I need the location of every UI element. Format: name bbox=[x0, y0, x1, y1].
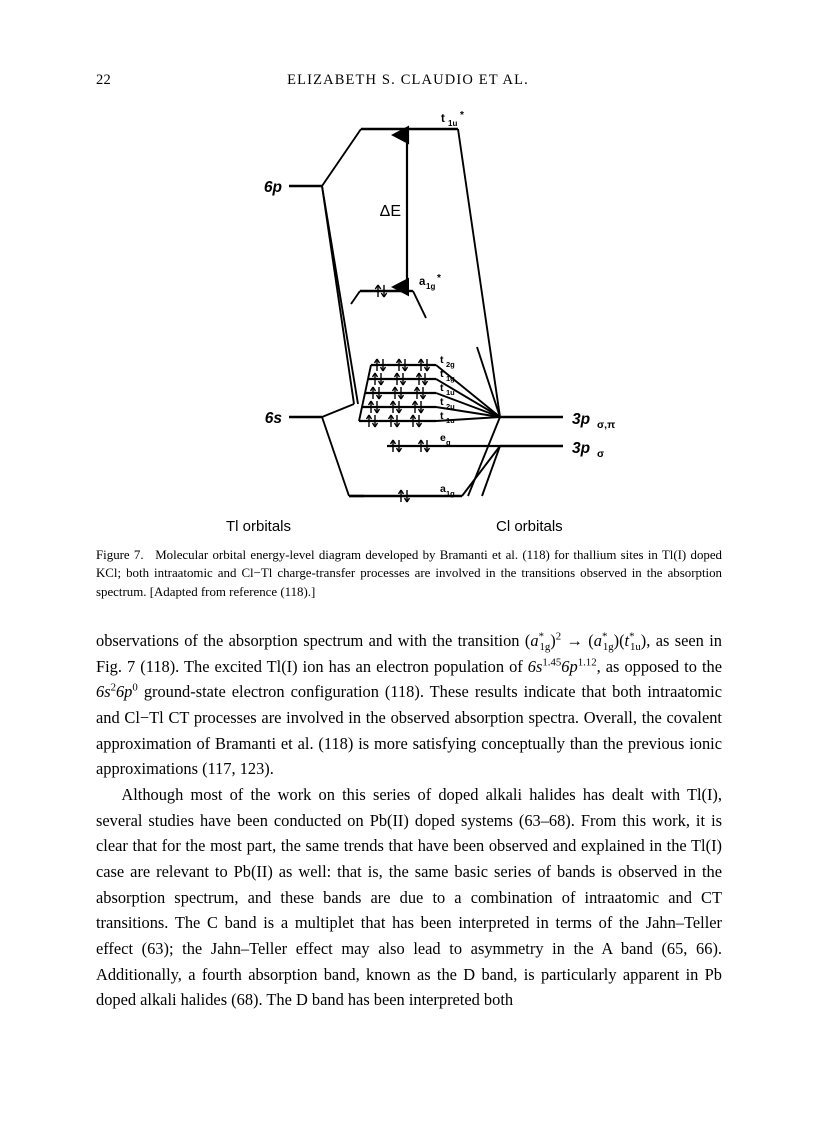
svg-text:t: t bbox=[440, 382, 444, 394]
svg-text:2g: 2g bbox=[446, 360, 455, 369]
p1-formula-2: $(a^*_{1g})(t^*_{1u})$ bbox=[588, 630, 647, 654]
label-t1u-lower bbox=[440, 410, 455, 425]
svg-text:*: * bbox=[460, 110, 464, 121]
corr-6s-up bbox=[322, 404, 354, 417]
label-t1g bbox=[440, 368, 455, 383]
svg-text:1g: 1g bbox=[426, 282, 436, 291]
label-6s: 6s bbox=[264, 410, 282, 427]
p1-f1-var: a bbox=[530, 631, 539, 650]
paragraph-1 bbox=[96, 628, 722, 782]
p1-f2-star2: * bbox=[629, 630, 635, 643]
label-t1u-star bbox=[441, 110, 464, 128]
figure-caption bbox=[96, 546, 722, 601]
corr-6p-down-b bbox=[322, 186, 354, 404]
svg-text:σ,π: σ,π bbox=[597, 419, 616, 431]
p1-f2-sub2: 1u bbox=[629, 641, 641, 654]
svg-text:3p: 3p bbox=[572, 411, 591, 428]
corr-6p-t1u bbox=[322, 129, 361, 186]
p1-formula-1: $(a^*_{1g})^2$ bbox=[524, 630, 562, 654]
corr-t1u-3p bbox=[458, 129, 500, 417]
p1-part3: , as opposed to the bbox=[596, 656, 722, 676]
label-3p-sigma-pi bbox=[572, 411, 615, 431]
figure-7-energy-level-diagram bbox=[96, 104, 720, 544]
corr-a1g-to-3psigma bbox=[462, 446, 500, 496]
svg-text:1g: 1g bbox=[446, 374, 455, 383]
svg-text:a: a bbox=[419, 276, 426, 288]
p1-part1: observations of the absorption spectrum and with the transition bbox=[96, 631, 525, 650]
svg-text:t: t bbox=[440, 354, 444, 366]
label-6p: 6p bbox=[263, 179, 282, 196]
p1-arrow: → bbox=[561, 631, 589, 650]
svg-text:a: a bbox=[440, 483, 446, 495]
p1-f2-star: * bbox=[601, 630, 608, 643]
running-title: ELIZABETH S. CLAUDIO ET AL. bbox=[287, 72, 529, 88]
p1-f1-star: * bbox=[538, 630, 544, 643]
svg-text:t: t bbox=[441, 113, 445, 125]
svg-text:g: g bbox=[446, 438, 451, 447]
figure-caption-lead: Figure 7. bbox=[96, 548, 144, 562]
svg-text:*: * bbox=[437, 273, 441, 284]
mo-diagram-svg bbox=[96, 104, 720, 544]
corr-3psigmapi-down bbox=[468, 417, 500, 496]
svg-text:t: t bbox=[440, 410, 444, 422]
p1-f1-exp: 2 bbox=[555, 630, 562, 643]
running-head bbox=[96, 72, 720, 90]
svg-text:1u: 1u bbox=[448, 119, 458, 128]
label-delta-e: ΔE bbox=[379, 203, 401, 220]
p1-part4: ground-state electron configuration (118). These results indicate that both intraatomic and Cl−Tl CT processes are involved in the observed absorption spectra. Overall, the covalent approximation of Bramanti et al. (118) is more satisfying conceptually than the previous ionic approximations (117, 123). bbox=[96, 682, 722, 779]
corr-6s-down bbox=[322, 417, 349, 496]
diagram-labels bbox=[264, 110, 615, 498]
label-a1g-star bbox=[419, 273, 441, 291]
p1-config-1: $6s^{1.45}6p^{1.12}$ bbox=[527, 656, 597, 676]
tl-orbitals-label: Tl orbitals bbox=[226, 518, 292, 535]
figure-caption-text: Molecular orbital energy-level diagram developed by Bramanti et al. (118) for thallium sites in Tl(I) doped KCl; both intraatomic and Cl−Tl charge-transfer processes are involved in the transitions observed in the absorption spectrum. [Adapted from reference (118).] bbox=[96, 548, 723, 599]
svg-text:1u: 1u bbox=[446, 416, 455, 425]
p1-part2: , as seen in Fig. 7 (118). The excited Tl(I) ion has an electron population of bbox=[96, 631, 722, 676]
p1-f2-var: a bbox=[593, 631, 602, 650]
page-number: 22 bbox=[96, 72, 111, 88]
p1-config-2: $6s^26p^0$ bbox=[96, 681, 138, 702]
svg-text:t: t bbox=[440, 368, 444, 380]
cl-orbitals-label: Cl orbitals bbox=[496, 518, 563, 535]
svg-text:1g: 1g bbox=[446, 489, 455, 498]
p1-f2-sub: 1g bbox=[602, 641, 614, 654]
a1g-star-edge-right bbox=[413, 291, 426, 318]
svg-text:σ: σ bbox=[597, 448, 605, 460]
label-t2g bbox=[440, 354, 455, 369]
paragraph-2: Although most of the work on this series of doped alkali halides has dealt with Tl(I), several studies have been conducted on Pb(II) doped systems (63–68). From this work, it is clear that for the most part, the same trends that have been observed and explained in the Tl(I) case are relevant to Pb(II) as well: that is, the same basic series of bands is observed in the absorption spectrum, and these bands are due to a combination of intraatomic and CT transitions. The C band is a multiplet that has been interpreted in terms of the Jahn–Teller effect (63); the Jahn–Teller effect may also lead to asymmetry in the A band (65, 66). Additionally, a fourth absorption band, known as the D band, is particularly apparent in Pb doped alkali halides (68). The D band has been interpreted both bbox=[96, 785, 722, 1010]
p1-f2-var2: t bbox=[624, 631, 630, 650]
svg-text:2u: 2u bbox=[446, 402, 455, 411]
svg-text:e: e bbox=[440, 432, 446, 444]
svg-text:t: t bbox=[440, 396, 444, 408]
label-eg bbox=[440, 432, 451, 447]
p1-f1-sub: 1g bbox=[539, 641, 551, 654]
svg-text:3p: 3p bbox=[572, 440, 591, 457]
a1g-star-edge-left bbox=[351, 291, 360, 304]
label-3p-sigma bbox=[572, 440, 604, 460]
orbital-column-labels bbox=[96, 518, 720, 540]
body-text bbox=[96, 628, 722, 1013]
svg-text:1u: 1u bbox=[446, 388, 455, 397]
